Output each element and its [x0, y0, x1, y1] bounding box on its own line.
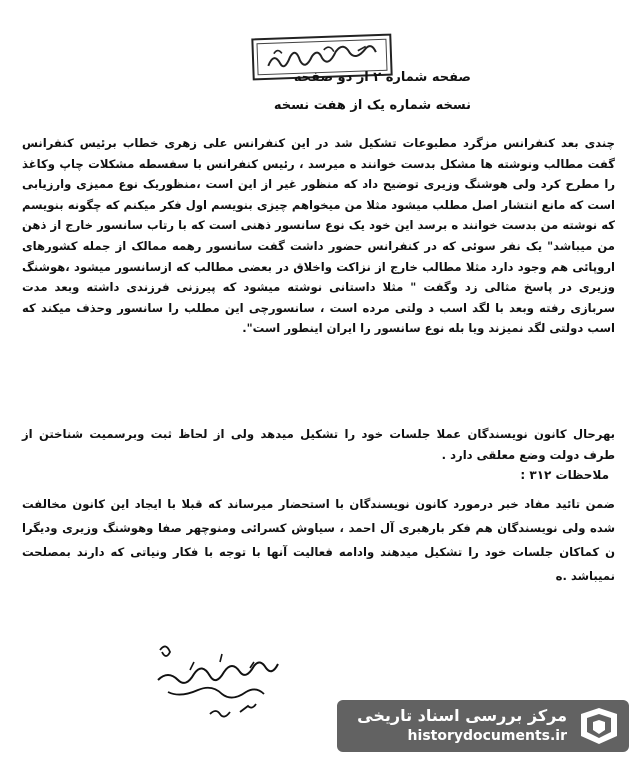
- copy-number-line: نسخه شماره یک از هفت نسخه: [273, 98, 471, 113]
- handwritten-signature: [150, 640, 300, 730]
- paragraph-text: بهرحال کانون نویسندگان عملا جلسات خود را تشکیل میدهد ولی از لحاظ ثبت وبرسمیت شناختن از طرف دولت وضع معلقی دارد .: [22, 427, 615, 462]
- paragraph-conference: [22, 133, 615, 339]
- paragraph-notes: [22, 492, 615, 588]
- notes-label: ملاحظات ۳۱۲ :: [520, 468, 609, 482]
- archive-logo-icon: [577, 706, 621, 746]
- watermark-url: historydocuments.ir: [407, 728, 567, 744]
- paragraph-text: چندی بعد کنفرانس مزگرد مطبوعات تشکیل شد در این کنفرانس علی زهری خطاب برئیس کنفرانس گفت مطالب ونوشته ها مشکل بدست خوانند ه میرسد ، رئیس کنفرانس با سفسطه مشکلات چاپ وکاغذ را مطرح کرد ولی هوشنگ وزیری توضیح داد که منظور غیر از این است ،منظوریک نوع ممیزی وارزیابی است که مانع انتشار اصل مطلب میشود مثلا من میخواهم چیزی بنویسم اول فکر میکنم که چگونه بنویسم که نوشته من بدست خوانند ه برسد این خود یک نوع سانسور ذهنی است که با رتاب سانسور خارج از ذهن من میباشد" یک نفر سوئی که در کنفرانس حضور داشت گفت سانسور رهمه ممالک از جمله کشورهای اروپائی هم وجود دارد مثلا مطالب خارج از نزاکت واخلاق در بعضی مطالب که ازسانسور میشود ،هوشنگ وزیری در پاسخ مثالی زد وگفت " مثلا داستانی نوشته میشود که پیرزنی فرزندی داشته وبعد مدت سربازی رفته وبعد با لگد اسب د ولتی مرده است ، سانسورچی این مطلب را سانسور وحذف میکند که اسب دولتی لگد نمیزند ویا بله نوع سانسور را ایران اینطور است".: [22, 136, 615, 336]
- watermark-title: مرکز بررسی اسناد تاریخی: [357, 706, 567, 725]
- archive-watermark: [337, 700, 629, 752]
- paragraph-writers-association: [22, 424, 615, 465]
- page-number-line: صفحه شماره ۲ از دو صفحه: [293, 70, 471, 85]
- paragraph-text: ضمن تائید مفاد خبر درمورد کانون نویسندگان با استحضار میرساند که قبلا با ایجاد این کانون مخالفت شده ولی نویسندگان هم فکر بارهبری آل احمد ، سیاوش کسرائی ومنوچهر صفا وهوشنگ وزیری ودیگرا ن کماکان جلسات خود را تشکیل میدهند وادامه فعالیت آنها با توجه با فکار ونیاتی که دارند بمصلحت نمیباشد .ه: [22, 497, 615, 583]
